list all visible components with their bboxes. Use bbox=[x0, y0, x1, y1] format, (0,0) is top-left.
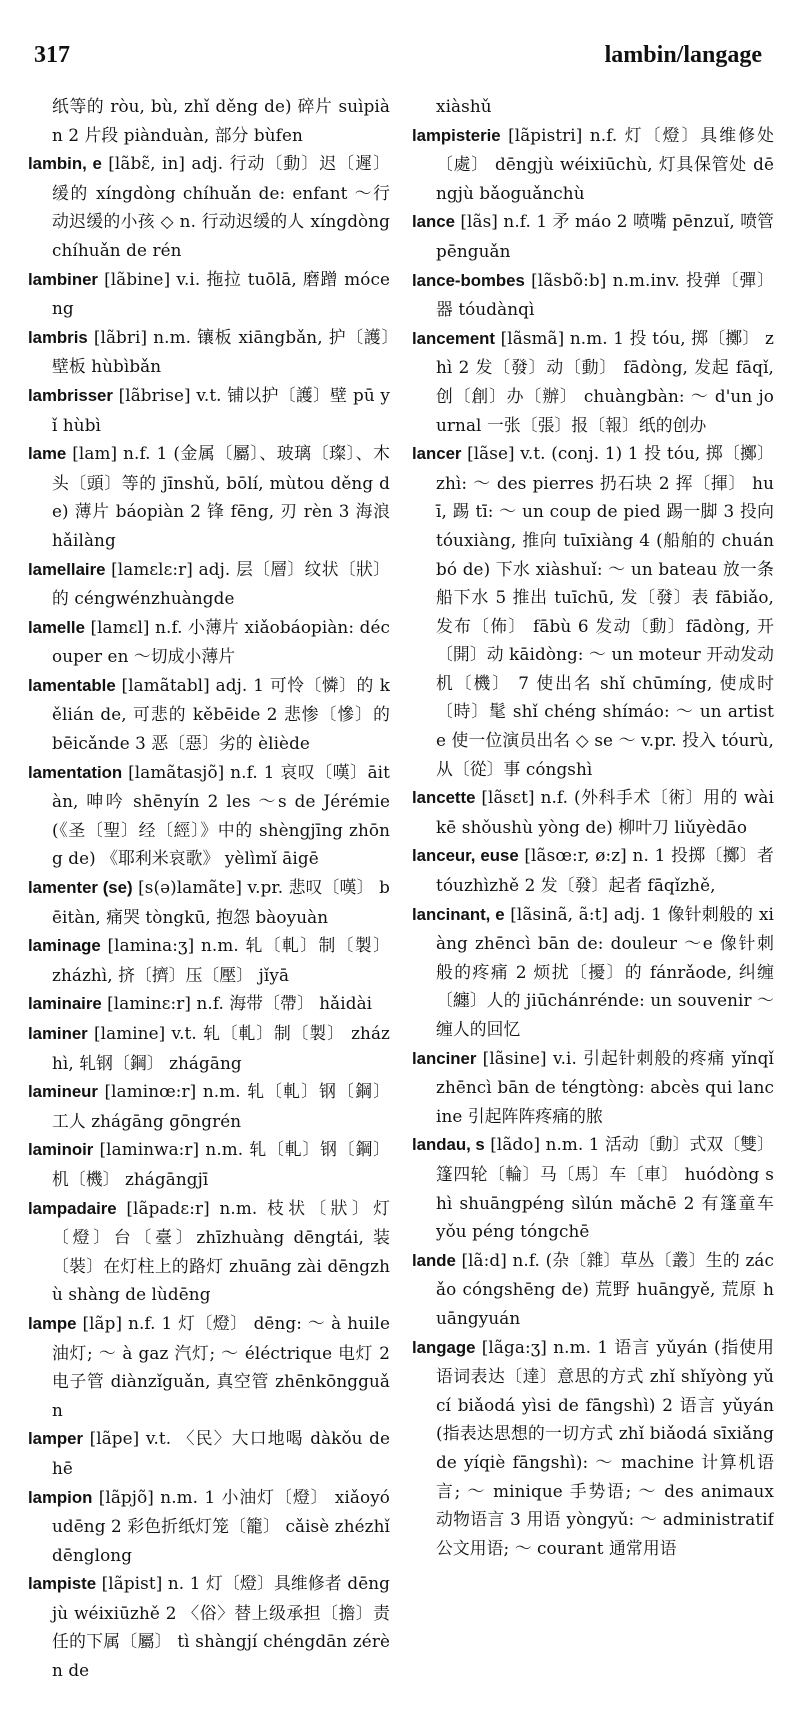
entry-text: [lãga:ʒ] n.m. 1 语言 yǔyán (指使用语词表达〔達〕意思的方式 zhǐ shǐyòng yǔcí biǎodá yìsi de fāngshì) 2 语言 yǔyán (指表达思想的一切方式 zhǐ biǎodá sīxiǎng de yíqiè fāngshì): ～ machine 计算机语言; ～ minique 手势语; ～ des animaux 动物语言 3 用语 yòngyǔ: ～ administratif 公文用语; ～ courant 通常用语 bbox=[436, 1336, 774, 1558]
entry-continuation bbox=[22, 92, 390, 149]
entry-text: xiàshǔ bbox=[436, 96, 492, 116]
dictionary-entry bbox=[22, 555, 390, 613]
right-column bbox=[406, 92, 774, 1702]
left-column bbox=[22, 92, 390, 1702]
entry-text: [lamɛlɛ:r] adj. 层〔層〕纹状〔狀〕的 céngwénzhuàngde bbox=[52, 558, 390, 609]
headword: laminoir bbox=[28, 1140, 94, 1160]
headword: laminaire bbox=[28, 994, 102, 1014]
dictionary-entry bbox=[406, 439, 774, 783]
page-number: 317 bbox=[34, 42, 70, 68]
columns bbox=[22, 92, 774, 1702]
headword: lampadaire bbox=[28, 1198, 117, 1218]
dictionary-entry bbox=[22, 1483, 390, 1570]
entry-text: [lamãtabl] adj. 1 可怜〔憐〕的 kělián de, 可悲的 kěbēide 2 悲惨〔慘〕的 bēicǎnde 3 恶〔惡〕劣的 èliède bbox=[52, 674, 390, 754]
entry-text: [lãdo] n.m. 1 活动〔動〕式双〔雙〕篷四轮〔輪〕马〔馬〕车〔車〕 huódòng shì shuāngpéng sìlún mǎchē 2 有篷童车 yǒu péng tóngchē bbox=[436, 1134, 774, 1242]
headword: lamellaire bbox=[28, 559, 106, 579]
dictionary-entry bbox=[22, 323, 390, 381]
page-header bbox=[28, 38, 762, 74]
dictionary-entry bbox=[22, 149, 390, 264]
entry-text: [lãsmã] n.m. 1 投 tóu, 掷〔擲〕 zhì 2 发〔發〕动〔動〕 fādòng, 发起 fāqǐ, 创〔創〕办〔辦〕 chuàngbàn: ～ d'un journal 一张〔張〕报〔報〕纸的创办 bbox=[436, 327, 774, 435]
dictionary-entry bbox=[22, 1309, 390, 1424]
entry-text: [lamɛl] n.f. 小薄片 xiǎobáopiàn: découper en ～切成小薄片 bbox=[52, 616, 390, 667]
entry-text: [laminœ:r] n.m. 轧〔軋〕钢〔鋼〕工人 zhágāng gōngrén bbox=[52, 1081, 390, 1131]
headword: lancement bbox=[412, 328, 496, 348]
entry-text: [lam] n.f. 1 (金属〔屬〕、玻璃〔璨〕、木头〔頭〕等的 jīnshǔ, bōlí, mùtou děng de) 薄片 báopiàn 2 锋 fēng, 刃 rèn 3 海浪 hǎilàng bbox=[52, 443, 390, 550]
entry-text: [lãsbõ:b] n.m.inv. 投弹〔彈〕器 tóudànqì bbox=[436, 269, 774, 320]
entry-text: [lãpistri] n.f. 灯〔燈〕具维修处〔處〕 dēngjù wéixiūchù, 灯具保管处 dēngjù bǎoguǎnchù bbox=[436, 124, 774, 203]
dictionary-entry bbox=[406, 1044, 774, 1131]
headword: lanceur, euse bbox=[412, 846, 519, 866]
headword: lamenter (se) bbox=[28, 878, 133, 898]
headword: laminage bbox=[28, 936, 101, 956]
dictionary-entry bbox=[22, 613, 390, 671]
entry-text: [lãs] n.f. 1 矛 máo 2 喷嘴 pēnzuǐ, 喷管 pēnguǎn bbox=[436, 211, 774, 261]
headword: lambin, e bbox=[28, 154, 102, 174]
dictionary-entry bbox=[22, 1019, 390, 1077]
dictionary-entry bbox=[22, 931, 390, 989]
headword: lambrisser bbox=[28, 385, 113, 405]
dictionary-entry bbox=[406, 1130, 774, 1245]
entry-text: [lãsœ:r, ø:z] n. 1 投掷〔擲〕者 tóuzhìzhě 2 发〔發〕起者 fāqǐzhě, bbox=[436, 845, 774, 896]
headword: lampion bbox=[28, 1487, 93, 1507]
headword: lanciner bbox=[412, 1048, 477, 1068]
running-head: lambin/langage bbox=[604, 42, 762, 68]
dictionary-entry bbox=[22, 758, 390, 873]
dictionary-entry bbox=[406, 841, 774, 899]
dictionary-entry bbox=[406, 1246, 774, 1333]
entry-text: [lãsine] v.i. 引起针刺般的疼痛 yǐnqǐ zhēncì bān de téngtòng: abcès qui lancine 引起阵阵疼痛的脓 bbox=[436, 1047, 774, 1126]
dictionary-entry bbox=[406, 266, 774, 324]
headword: lampiste bbox=[28, 1574, 97, 1594]
headword: lampisterie bbox=[412, 125, 501, 145]
headword: lampe bbox=[28, 1313, 77, 1333]
headword: landau, s bbox=[412, 1135, 485, 1155]
entry-text: [lãsinã, ã:t] adj. 1 像针刺般的 xiàng zhēncì bān de: douleur ～e 像针刺般的疼痛 2 烦扰〔擾〕的 fánrǎode, 纠缠〔纏〕人的 jiūchánrénde: un souvenir ～ 缠人的回忆 bbox=[436, 903, 774, 1039]
dictionary-entry bbox=[406, 121, 774, 208]
entry-text: [lãbɛ̃, in] adj. 行动〔動〕迟〔遲〕缓的 xíngdòng chíhuǎn de: enfant ～行动迟缓的小孩 ◇ n. 行动迟缓的人 xíngdòng chíhuǎn de rén bbox=[52, 153, 390, 260]
dictionary-entry bbox=[22, 1569, 390, 1684]
headword: lance-bombes bbox=[412, 270, 525, 290]
entry-text: 纸等的 ròu, bù, zhǐ děng de) 碎片 suìpiàn 2 片段 piànduàn, 部分 bùfen bbox=[52, 96, 390, 145]
dictionary-entry bbox=[22, 989, 390, 1019]
headword: lamentation bbox=[28, 762, 123, 782]
dictionary-entry bbox=[406, 324, 774, 439]
dictionary-entry bbox=[22, 873, 390, 931]
headword: lancette bbox=[412, 788, 476, 808]
headword: lamelle bbox=[28, 617, 85, 637]
dictionary-entry bbox=[22, 671, 390, 758]
headword: lancer bbox=[412, 444, 462, 464]
entry-text: [lãbine] v.i. 拖拉 tuōlā, 磨蹭 móceng bbox=[52, 268, 390, 319]
entry-text: [lãp] n.f. 1 灯〔燈〕 dēng: ～ à huile 油灯; ～ à gaz 汽灯; ～ éléctrique 电灯 2 电子管 diànzǐguǎn, 真空管 zhēnkōngguǎn bbox=[52, 1312, 390, 1420]
headword: lamineur bbox=[28, 1082, 98, 1102]
dictionary-entry bbox=[22, 1077, 390, 1135]
entry-text: [lãpadɛ:r] n.m. 枝状〔狀〕灯〔燈〕台〔臺〕zhīzhuàng dēngtái, 装〔裝〕在灯柱上的路灯 zhuāng zài dēngzhù shàng de lùdēng bbox=[52, 1197, 390, 1305]
entry-text: [lamina:ʒ] n.m. 轧〔軋〕制〔製〕 zházhì, 挤〔擠〕压〔壓〕 jǐyā bbox=[52, 935, 390, 985]
headword: langage bbox=[412, 1337, 476, 1357]
entry-text: [lamãtasjõ] n.f. 1 哀叹〔嘆〕āitàn, 呻吟 shēnyín 2 les ～s de Jérémie (《圣〔聖〕经〔經〕》中的 shèngjīng zhōng de) 《耶利米哀歌》 yèlìmǐ āigē bbox=[52, 761, 390, 869]
entry-text: [lãsɛt] n.f. (外科手术〔術〕用的 wàikē shǒushù yòng de) 柳叶刀 liǔyèdāo bbox=[436, 787, 774, 837]
entry-text: [lãse] v.t. (conj. 1) 1 投 tóu, 掷〔擲〕 zhì: ～ des pierres 扔石块 2 挥〔揮〕 huī, 踢 tī: ～ un coup de pied 踢一脚 3 投向 tóuxiàng, 推向 tuīxiàng 4 (船舶的 chuánbó de) 下水 xiàshuǐ: ～ un bateau 放一条船下水 5 推出 tuīchū, 发〔發〕表 fābiǎo, 发布〔佈〕 fābù 6 发动〔動〕fādòng, 开〔開〕动 kāidòng: ～ un moteur 开动发动机〔機〕 7 使出名 shǐ chūmíng, 使成时〔時〕髦 shǐ chéng shímáo: ～ un artiste 使一位演员出名 ◇ se ～ v.pr. 投入 tóurù, 从〔從〕事 cóngshì bbox=[436, 443, 774, 779]
dictionary-entry bbox=[406, 1333, 774, 1563]
dictionary-entry bbox=[22, 439, 390, 554]
entry-text: [lãpe] v.t. 〈民〉大口地喝 dàkǒu de hē bbox=[52, 1428, 390, 1478]
entry-text: [lã:d] n.f. (杂〔雜〕草丛〔叢〕生的 zácǎo cóngshēng de) 荒野 huāngyě, 荒原 huāngyuán bbox=[436, 1249, 774, 1328]
dictionary-entry bbox=[406, 900, 774, 1044]
dictionary-entry bbox=[406, 783, 774, 841]
headword: lame bbox=[28, 444, 67, 464]
entry-text: [lãpist] n. 1 灯〔燈〕具维修者 dēngjù wéixiūzhě 2 〈俗〉替上级承担〔擔〕责任的下属〔屬〕 tì shàngjí chéngdān zérèn de bbox=[52, 1573, 390, 1681]
headword: laminer bbox=[28, 1024, 88, 1043]
headword: lamper bbox=[28, 1429, 84, 1449]
dictionary-entry bbox=[22, 1194, 390, 1309]
dictionary-entry bbox=[22, 265, 390, 323]
headword: lancinant, e bbox=[412, 904, 505, 924]
entry-continuation bbox=[406, 92, 774, 121]
entry-text: [laminɛ:r] n.f. 海带〔帶〕 hǎidài bbox=[101, 993, 373, 1014]
entry-text: [lamine] v.t. 轧〔軋〕制〔製〕 zházhì, 轧钢〔鋼〕 zhágāng bbox=[52, 1023, 390, 1073]
dictionary-entry bbox=[22, 1424, 390, 1482]
entry-text: [s(ə)lamãte] v.pr. 悲叹〔嘆〕 bēitàn, 痛哭 tòngkū, 抱怨 bàoyuàn bbox=[52, 877, 390, 927]
entry-text: [lãpjõ] n.m. 1 小油灯〔燈〕 xiǎoyóudēng 2 彩色折纸灯笼〔籠〕 cǎisè zhézhǐ dēnglong bbox=[52, 1486, 390, 1565]
entry-text: [lãbrise] v.t. 铺以护〔護〕壁 pū yǐ hùbì bbox=[52, 384, 390, 435]
headword: lamentable bbox=[28, 675, 116, 695]
headword: lambiner bbox=[28, 269, 98, 289]
dictionary-entry bbox=[22, 381, 390, 439]
headword: lambris bbox=[28, 327, 88, 347]
dictionary-entry bbox=[406, 207, 774, 265]
dictionary-entry bbox=[22, 1135, 390, 1193]
headword: lande bbox=[412, 1250, 456, 1270]
entry-text: [lãbri] n.m. 镶板 xiāngbǎn, 护〔護〕壁板 hùbìbǎn bbox=[52, 326, 390, 377]
headword: lance bbox=[412, 212, 455, 232]
entry-text: [laminwa:r] n.m. 轧〔軋〕钢〔鋼〕机〔機〕 zhágāngjī bbox=[52, 1139, 390, 1189]
